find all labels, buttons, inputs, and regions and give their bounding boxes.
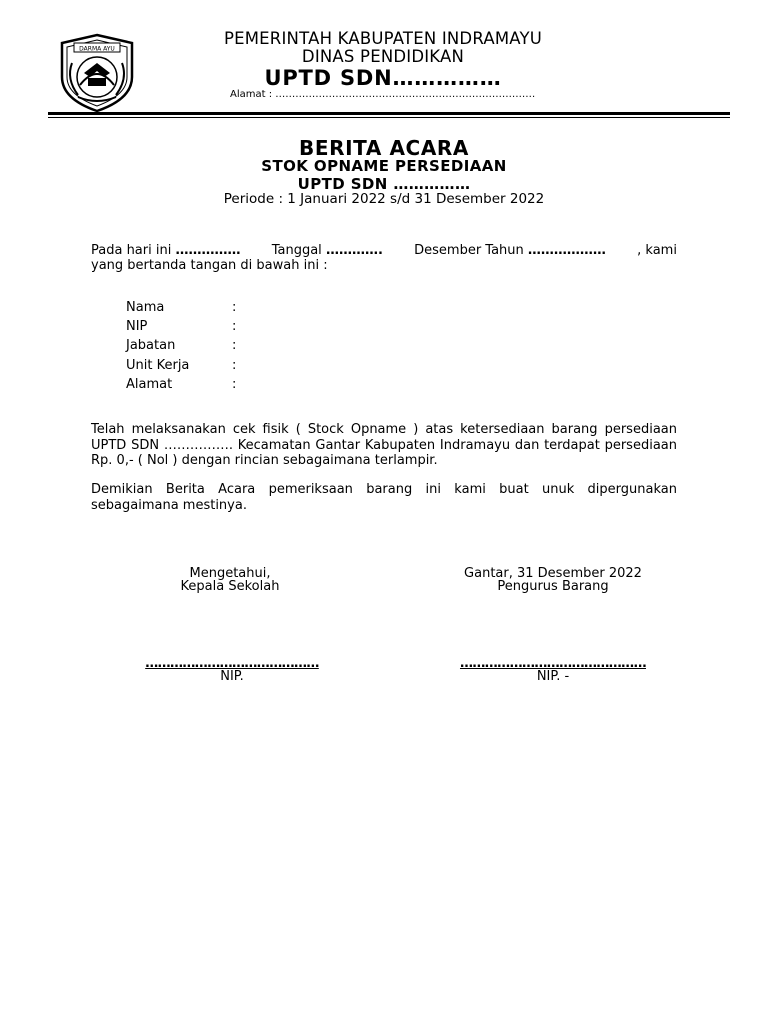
- field-label-unit-kerja: Unit Kerja: [126, 358, 190, 373]
- signature-right-nip: NIP. -: [536, 669, 570, 684]
- letterhead-department: DINAS PENDIDIKAN: [301, 47, 465, 66]
- letterhead-school: UPTD SDN……………: [264, 66, 502, 90]
- regency-emblem-logo: [58, 33, 136, 113]
- letterhead-rule-thin: [48, 117, 730, 118]
- field-label-nama: Nama: [126, 300, 165, 315]
- body-paragraph-closing: Demikian Berita Acara pemeriksaan barang ini kami buat unuk dipergunakan sebagaimana mestinya.: [91, 482, 677, 513]
- opening-kami: , kami: [637, 243, 677, 258]
- opening-date-label: Tanggal ………….: [271, 243, 383, 258]
- document-subtitle: STOK OPNAME PERSEDIAAN: [261, 157, 507, 175]
- letterhead-rule-thick: [48, 112, 730, 115]
- document-period: Periode : 1 Januari 2022 s/d 31 Desember 2022: [223, 191, 545, 207]
- signature-right-place-date: Gantar, 31 Desember 2022: [464, 566, 642, 581]
- field-colon: :: [232, 377, 237, 392]
- svg-text:DARMA AYU: DARMA AYU: [79, 45, 115, 53]
- opening-day-label: Pada hari ini ……………: [91, 243, 241, 258]
- letterhead-address: Alamat : ……………………………………………………………………: [230, 89, 536, 100]
- field-colon: :: [232, 300, 237, 315]
- signature-right-name-blank: ………………………………………: [459, 656, 646, 671]
- document-school-subtitle: UPTD SDN ……………: [297, 175, 471, 193]
- letterhead-government: PEMERINTAH KABUPATEN INDRAMAYU: [223, 29, 543, 48]
- signature-left-name-blank: ……………………………………: [145, 656, 319, 671]
- opening-year-blank: ………………: [527, 243, 606, 258]
- opening-year-label: Desember Tahun ………………: [414, 243, 606, 258]
- field-colon: :: [232, 338, 237, 353]
- opening-line: [91, 243, 677, 259]
- body-paragraph-stock-opname: Telah melaksanakan cek fisik ( Stock Opname ) atas ketersediaan barang persediaan UPTD SDN ……………. Kecamatan Gantar Kabupaten Indramayu dan terdapat persediaan Rp. 0,- ( Nol ) dengan rincian sebagaimana terlampir.: [91, 422, 677, 468]
- opening-date-blank: ………….: [325, 243, 383, 258]
- signature-right-role: Pengurus Barang: [497, 579, 609, 594]
- signature-left-role: Kepala Sekolah: [180, 579, 280, 594]
- field-label-nip: NIP: [126, 319, 148, 334]
- document-title: BERITA ACARA: [299, 136, 469, 160]
- opening-line-2: yang bertanda tangan di bawah ini :: [91, 258, 328, 273]
- field-colon: :: [232, 319, 237, 334]
- signature-left-nip: NIP.: [220, 669, 244, 684]
- field-colon: :: [232, 358, 237, 373]
- opening-day-blank: ……………: [175, 243, 241, 258]
- field-label-jabatan: Jabatan: [126, 338, 176, 353]
- field-label-alamat: Alamat: [126, 377, 173, 392]
- signature-left-acknowledged: Mengetahui,: [189, 566, 271, 581]
